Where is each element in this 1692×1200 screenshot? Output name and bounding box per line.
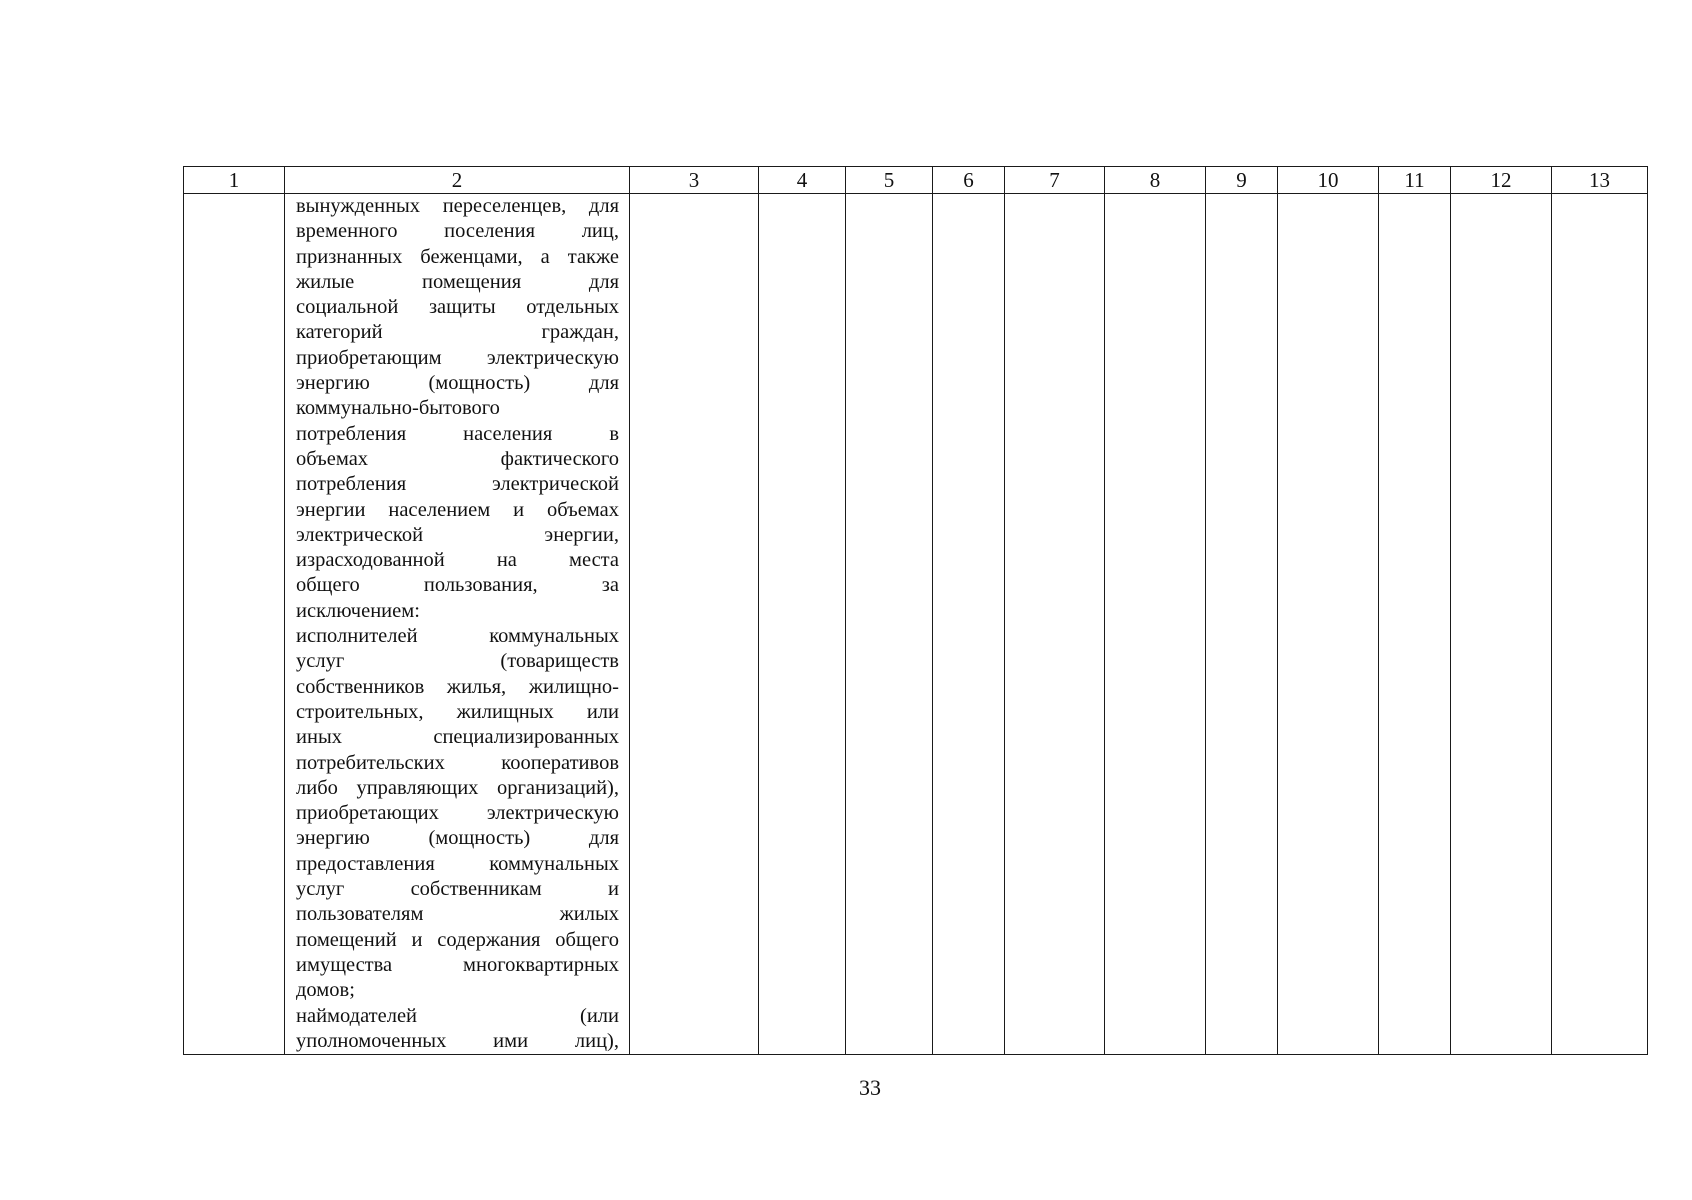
col-header-2: 2 bbox=[285, 167, 630, 194]
text-line: признанных беженцами, а также bbox=[296, 245, 619, 268]
col-header-12: 12 bbox=[1451, 167, 1552, 194]
cell-col-7 bbox=[1005, 194, 1105, 1055]
text-line: собственников жилья, жилищно- bbox=[296, 675, 619, 698]
text-line: предоставления коммунальных bbox=[296, 852, 619, 875]
text-line: исполнителей коммунальных bbox=[296, 625, 619, 648]
col-header-1: 1 bbox=[184, 167, 285, 194]
text-line: временного поселения лиц, bbox=[296, 220, 619, 243]
text-line: коммунально-бытового bbox=[296, 397, 500, 420]
table-row bbox=[184, 194, 1648, 1055]
text-line: приобретающим электрическую bbox=[296, 346, 619, 369]
cell-col-5 bbox=[846, 194, 933, 1055]
text-line: наймодателей (или bbox=[296, 1004, 619, 1027]
data-table bbox=[183, 166, 1648, 1055]
cell-col-9 bbox=[1206, 194, 1278, 1055]
col-header-8: 8 bbox=[1105, 167, 1206, 194]
text-line: приобретающих электрическую bbox=[296, 802, 619, 825]
col-header-11: 11 bbox=[1379, 167, 1451, 194]
text-line: категорий граждан, bbox=[296, 321, 619, 344]
text-line: исключением: bbox=[296, 599, 420, 622]
text-line: услуг (товариществ bbox=[296, 650, 619, 673]
cell-col-11 bbox=[1379, 194, 1451, 1055]
text-line: электрической энергии, bbox=[296, 523, 619, 546]
cell-col-1 bbox=[184, 194, 285, 1055]
text-line: домов; bbox=[296, 979, 355, 1002]
text-line: иных специализированных bbox=[296, 726, 619, 749]
text-line: энергию (мощность) для bbox=[296, 372, 619, 395]
text-line: объемах фактического bbox=[296, 447, 619, 470]
text-line: имущества многоквартирных bbox=[296, 953, 619, 976]
text-line: общего пользования, за bbox=[296, 574, 619, 597]
cell-col-10 bbox=[1278, 194, 1379, 1055]
text-line: уполномоченных ими лиц), bbox=[296, 1029, 619, 1052]
cell-text bbox=[296, 194, 619, 1054]
col-header-4: 4 bbox=[759, 167, 846, 194]
text-line: пользователям жилых bbox=[296, 903, 619, 926]
col-header-10: 10 bbox=[1278, 167, 1379, 194]
text-line: услуг собственникам и bbox=[296, 878, 619, 901]
text-line: потребления электрической bbox=[296, 473, 619, 496]
col-header-13: 13 bbox=[1552, 167, 1648, 194]
col-header-5: 5 bbox=[846, 167, 933, 194]
cell-col-2 bbox=[285, 194, 630, 1055]
text-line: вынужденных переселенцев, для bbox=[296, 195, 619, 217]
header-row bbox=[184, 167, 1648, 194]
cell-col-3 bbox=[630, 194, 759, 1055]
col-header-3: 3 bbox=[630, 167, 759, 194]
text-line: социальной защиты отдельных bbox=[296, 296, 619, 319]
text-line: либо управляющих организаций), bbox=[296, 776, 619, 799]
text-line: потребления населения в bbox=[296, 422, 619, 445]
cell-col-4 bbox=[759, 194, 846, 1055]
page-number: 33 bbox=[859, 1075, 881, 1100]
cell-col-8 bbox=[1105, 194, 1206, 1055]
text-line: строительных, жилищных или bbox=[296, 700, 619, 723]
text-line: потребительских кооперативов bbox=[296, 751, 619, 774]
text-line: энергию (мощность) для bbox=[296, 827, 619, 850]
text-line: израсходованной на места bbox=[296, 549, 619, 572]
text-line: энергии населением и объемах bbox=[296, 498, 619, 521]
cell-col-13 bbox=[1552, 194, 1648, 1055]
cell-col-6 bbox=[933, 194, 1005, 1055]
text-line: помещений и содержания общего bbox=[296, 928, 619, 951]
col-header-9: 9 bbox=[1206, 167, 1278, 194]
col-header-6: 6 bbox=[933, 167, 1005, 194]
col-header-7: 7 bbox=[1005, 167, 1105, 194]
text-line: жилые помещения для bbox=[296, 270, 619, 293]
cell-col-12 bbox=[1451, 194, 1552, 1055]
